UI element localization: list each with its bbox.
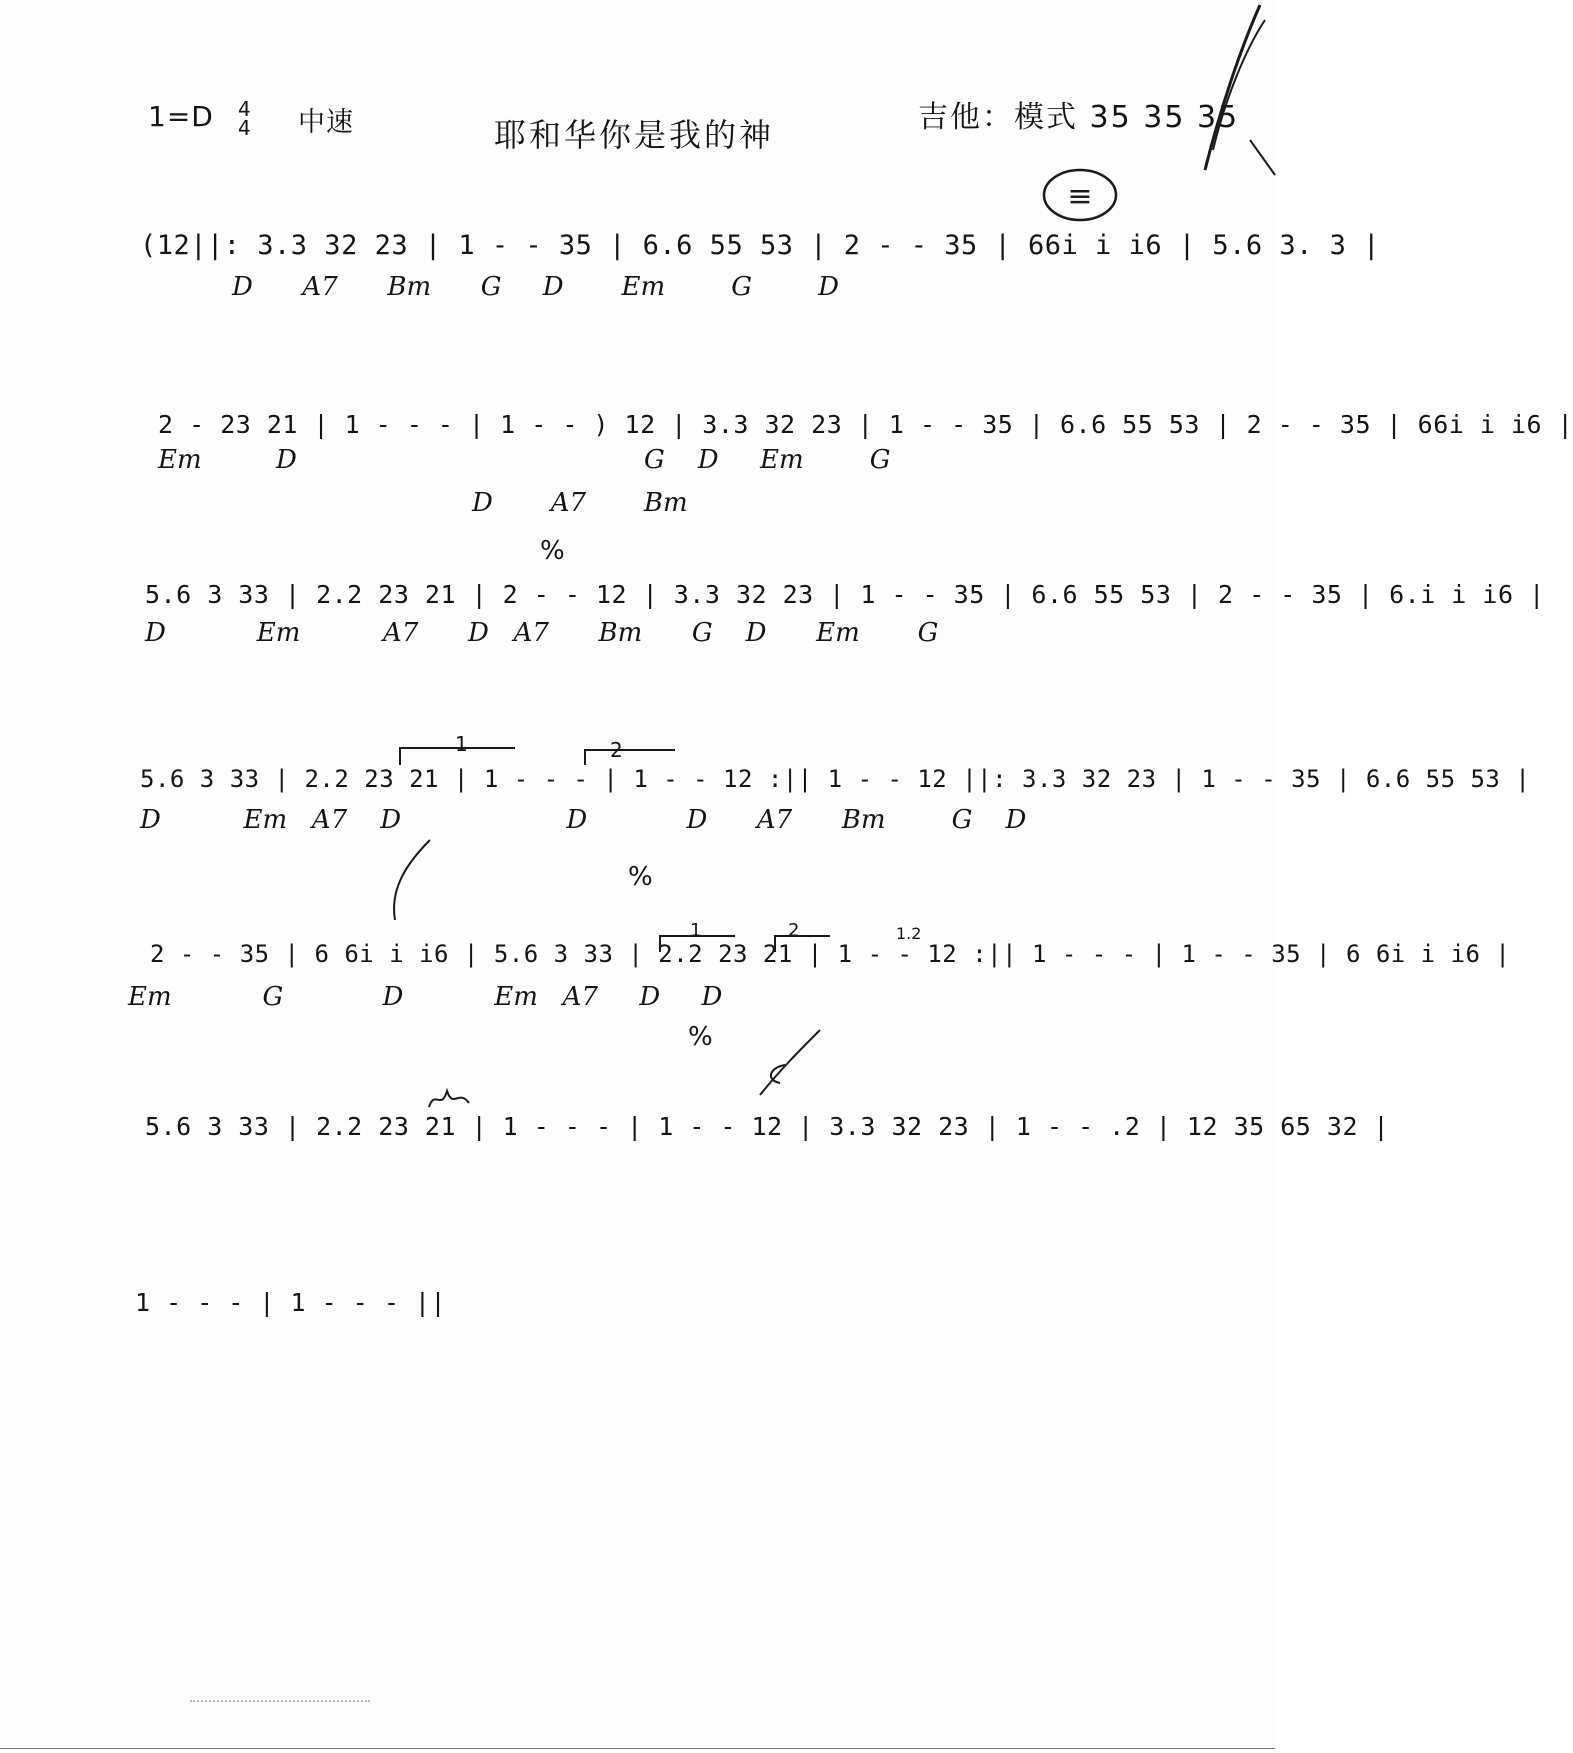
chord-row-3: D Em A7 D A7 Bm G D Em G [145,618,939,648]
notation-row-5: 2 - - 35 | 6 6i i i6 | 5.6 3 33 | 2.2 23 21 | 1 - - 12 :|| 1 - - - | 1 - - 35 | 6 6i i i6 | [150,940,1511,968]
time-signature-top: 4 [238,97,252,121]
page-edge-line [0,1748,1275,1749]
chord-row-1: D A7 Bm G D Em G D [232,272,839,302]
song-title: 耶和华你是我的神 [494,116,775,154]
volta-1-row-5: 1 [690,920,702,941]
chord-row-4: D Em A7 D D D A7 Bm G D [140,805,1027,835]
notation-row-7: 1 - - - | 1 - - - || [135,1288,447,1317]
repeat-mark-row-5: % [688,1022,713,1052]
volta-brackets-row-5 [655,930,835,956]
volta-brackets-row-4 [395,740,695,770]
tempo-marking: 中速 [298,107,354,138]
pen-stroke-icon [1165,0,1275,180]
scribbled-note-icon [425,1085,475,1113]
circled-mark-icon [1040,165,1120,225]
key-signature: 1=D [148,100,214,133]
volta-2-row-5: 2 [788,920,800,941]
chord-row-5: Em G D Em A7 D D [128,982,723,1012]
time-signature-bottom: 4 [238,116,252,140]
repeat-mark-row-2: % [540,536,565,566]
volta-2-row-4: 2 [610,738,623,762]
pen-arc-icon [380,835,440,925]
notation-row-1: (12||: 3.3 32 23 | 1 - - 35 | 6.6 55 53 | 2 - - 35 | 66i i i6 | 5.6 3. 3 | [140,230,1380,261]
time-signature [238,97,252,140]
volta-12-row-5: 1.2 [896,924,922,943]
chord-row-2b: D A7 Bm [472,488,688,518]
chord-row-2: Em D G D Em G [158,445,891,475]
circled-mark-text: ≡ [1067,179,1093,214]
repeat-mark-row-4: % [628,862,653,892]
notation-row-4: 5.6 3 33 | 2.2 23 21 | 1 - - - | 1 - - 12 :|| 1 - - 12 ||: 3.3 32 23 | 1 - - 35 | 6.6 55 53 | [140,765,1531,793]
guitar-pattern-note: 吉他：模式 35 35 35 [918,100,1240,135]
volta-1-row-4: 1 [455,732,468,756]
pen-squiggle-icon [750,1025,830,1105]
notation-row-6: 5.6 3 33 | 2.2 23 21 | 1 - - - | 1 - - 12 | 3.3 32 23 | 1 - - .2 | 12 35 65 32 | [145,1112,1390,1141]
scan-artifact [190,1700,370,1704]
notation-row-3: 5.6 3 33 | 2.2 23 21 | 2 - - 12 | 3.3 32 23 | 1 - - 35 | 6.6 55 53 | 2 - - 35 | 6.i i i6 | [145,580,1545,609]
notation-row-2: 2 - 23 21 | 1 - - - | 1 - - ) 12 | 3.3 32 23 | 1 - - 35 | 6.6 55 53 | 2 - - 35 | 66i i i6 | [158,410,1573,439]
